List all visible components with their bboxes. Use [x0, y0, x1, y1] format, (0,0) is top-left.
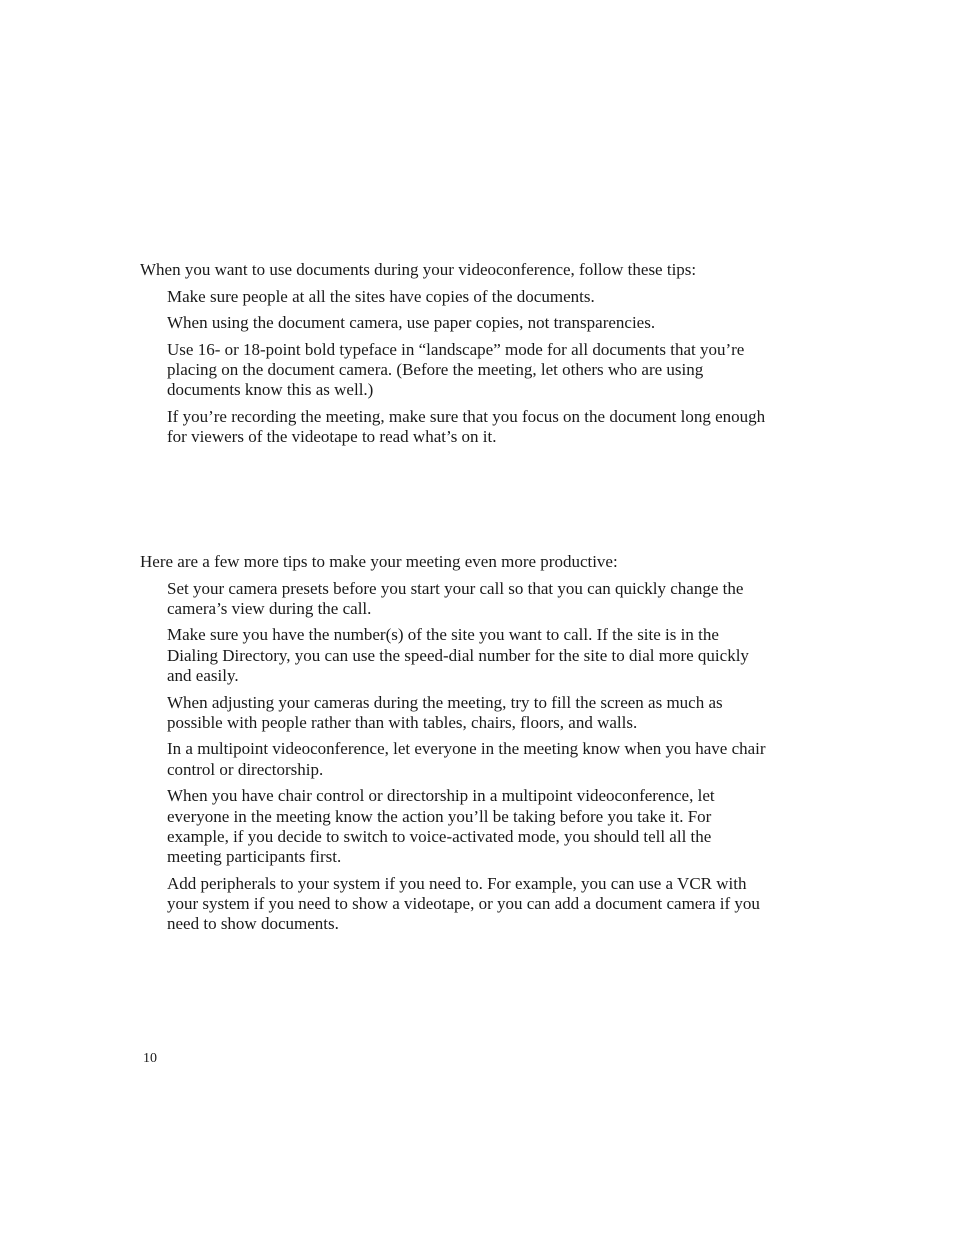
list-item: In a multipoint videoconference, let everyone in the meeting know when you have chair control or directorship. [167, 739, 766, 779]
page-number: 10 [143, 1051, 157, 1066]
productivity-tips-section [140, 552, 770, 941]
documents-tips-section [140, 260, 770, 454]
list-item: Make sure people at all the sites have copies of the documents. [167, 286, 595, 306]
list-item: Make sure you have the number(s) of the site you want to call. If the site is in the Dialing Directory, you can use the speed-dial number for the site to dial more quickly and easily. [167, 625, 749, 685]
list-item: Set your camera presets before you start your call so that you can quickly change the camera’s view during the call. [167, 578, 744, 618]
documents-tips-list [140, 287, 770, 448]
list-item: Use 16- or 18-point bold typeface in “landscape” mode for all documents that you’re placing on the document camera. (Before the meeting, let others who are using documents know this as well.) [167, 339, 745, 400]
productivity-tips-intro: Here are a few more tips to make your meeting even more productive: [140, 552, 618, 571]
productivity-tips-list [140, 579, 770, 935]
list-item: Add peripherals to your system if you need to. For example, you can use a VCR with your system if you need to show a videotape, or you can add a document camera if you need to show documents. [167, 873, 760, 934]
list-item: When adjusting your cameras during the meeting, try to fill the screen as much as possible with people rather than with tables, chairs, floors, and walls. [167, 692, 723, 732]
list-item: If you’re recording the meeting, make sure that you focus on the document long enough for viewers of the videotape to read what’s on it. [167, 407, 766, 447]
list-item: When using the document camera, use paper copies, not transparencies. [167, 313, 656, 333]
documents-tips-intro: When you want to use documents during your videoconference, follow these tips: [140, 260, 697, 279]
list-item: When you have chair control or directorship in a multipoint videoconference, let everyone in the meeting know the action you’ll be taking before you take it. For example, if you decide to switch to voice-activated mode, you should tell all the meeting participants first. [167, 786, 715, 866]
